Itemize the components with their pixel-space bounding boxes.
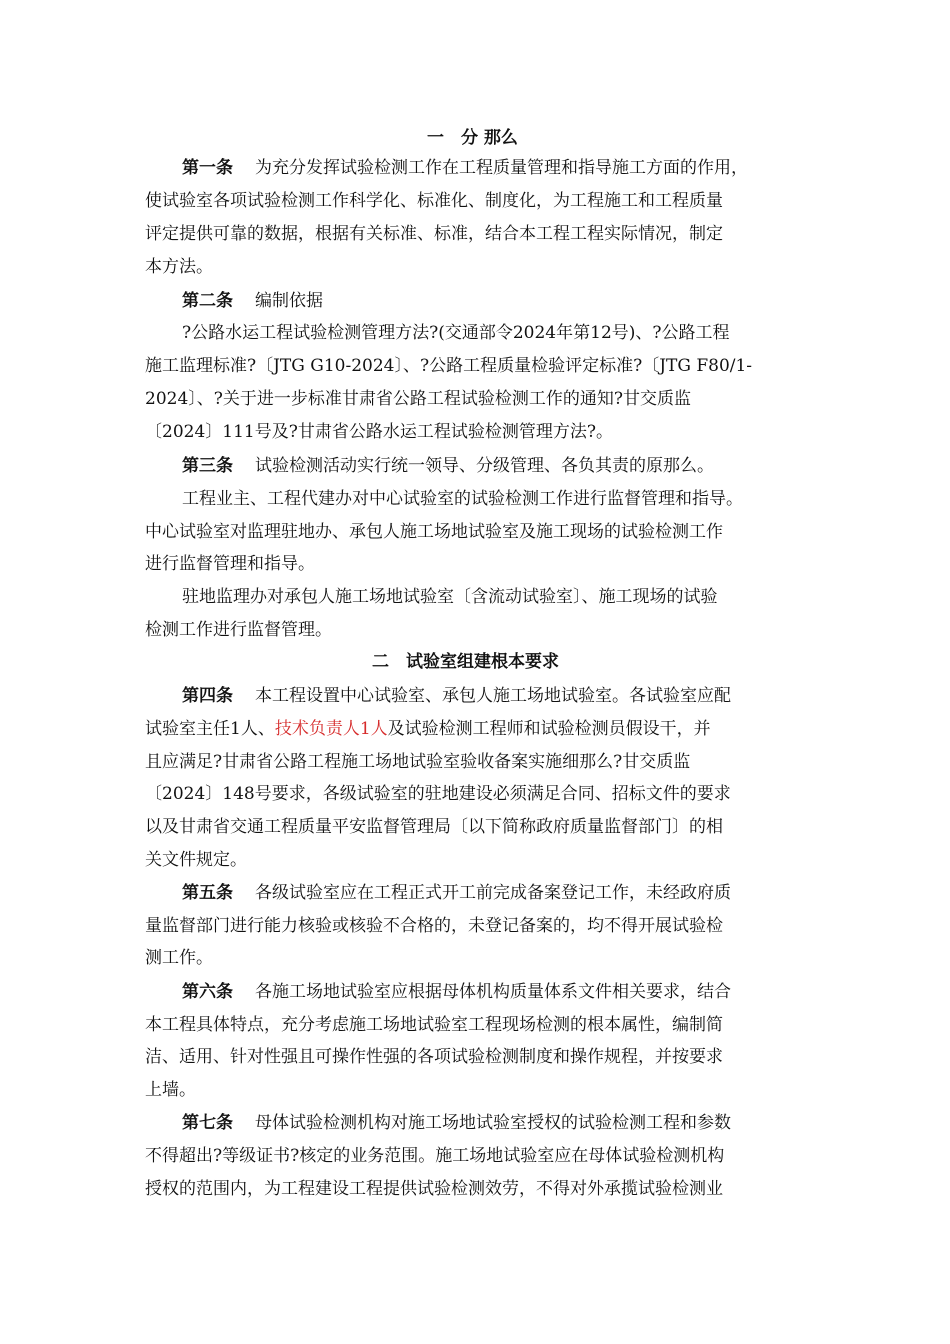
section-heading-2: 二 试验室组建根本要求 (372, 652, 559, 672)
article-4-line-1 (182, 685, 731, 707)
article-3-line-4: 进行监督管理和指导。 (145, 554, 315, 574)
article-7-line-2: 不得超出?等级证书?核定的业务范围。施工场地试验室应在母体试验检测机构 (145, 1146, 725, 1166)
article-2-label: 第二条 (182, 291, 233, 311)
article-3-line-6: 检测工作进行监督管理。 (145, 620, 332, 640)
article-2-line-2: ?公路水运工程试验检测管理方法?(交通部令2024年第12号)、?公路工程 (182, 323, 730, 343)
technical-lead-highlight: 技术负责人1人 (274, 719, 388, 739)
article-4-line-6: 关文件规定。 (145, 850, 247, 870)
article-3-label: 第三条 (182, 456, 233, 476)
article-6-line-1 (182, 981, 731, 1003)
article-3-line-3: 中心试验室对监理驻地办、承包人施工场地试验室及施工现场的试验检测工作 (145, 522, 723, 542)
article-1-line-2: 使试验室各项试验检测工作科学化、标准化、制度化，为工程施工和工程质量 (145, 191, 723, 211)
article-3-line-2: 工程业主、工程代建办对中心试验室的试验检测工作进行监督管理和指导。 (182, 489, 743, 509)
article-6-line-4: 上墙。 (145, 1080, 196, 1100)
article-4-label: 第四条 (182, 686, 233, 706)
article-7-label: 第七条 (182, 1113, 233, 1133)
article-4-line-4: 〔2024〕148号要求，各级试验室的驻地建设必须满足合同、招标文件的要求 (145, 784, 731, 804)
article-3-text: 试验检测活动实行统一领导、分级管理、各负其责的原那么。 (255, 456, 714, 476)
article-7-line-3: 授权的范围内，为工程建设工程提供试验检测效劳，不得对外承揽试验检测业 (145, 1179, 723, 1199)
article-4-text-a: 试验室主任1人、 (145, 719, 275, 739)
article-2-text: 编制依据 (255, 291, 323, 311)
article-3-line-1 (182, 455, 714, 477)
article-4-line-2 (145, 718, 711, 740)
article-4-line-3: 且应满足?甘肃省公路工程施工场地试验室验收备案实施细那么?甘交质监 (145, 752, 691, 772)
article-1-label: 第一条 (182, 158, 233, 178)
article-1-line-3: 评定提供可靠的数据，根据有关标准、标准，结合本工程工程实际情况，制定 (145, 224, 723, 244)
article-5-line-2: 量监督部门进行能力核验或核验不合格的，未登记备案的，均不得开展试验检 (145, 916, 723, 936)
article-2-line-1 (182, 290, 323, 312)
article-2-line-4: 2024〕、?关于进一步标准甘肃省公路工程试验检测工作的通知?甘交质监 (145, 389, 691, 409)
article-6-text: 各施工场地试验室应根据母体机构质量体系文件相关要求，结合 (255, 982, 731, 1002)
article-1-line-4: 本方法。 (145, 257, 213, 277)
article-4-line-5: 以及甘肃省交通工程质量平安监督管理局〔以下简称政府质量监督部门〕的相 (145, 817, 723, 837)
article-7-text: 母体试验检测机构对施工场地试验室授权的试验检测工程和参数 (255, 1113, 731, 1133)
article-5-label: 第五条 (182, 883, 233, 903)
section-heading-1: 一 分 那么 (427, 128, 518, 148)
article-6-line-3: 洁、适用、针对性强且可操作性强的各项试验检测制度和操作规程，并按要求 (145, 1047, 723, 1067)
article-4-text-b: 及试验检测工程师和试验检测员假设干，并 (387, 719, 711, 739)
article-5-line-3: 测工作。 (145, 948, 213, 968)
article-4-text: 本工程设置中心试验室、承包人施工场地试验室。各试验室应配 (255, 686, 731, 706)
article-1-line-1 (182, 157, 748, 179)
article-5-line-1 (182, 882, 731, 904)
article-2-line-5: 〔2024〕111号及?甘肃省公路水运工程试验检测管理方法?。 (145, 422, 613, 442)
article-3-line-5: 驻地监理办对承包人施工场地试验室〔含流动试验室〕、施工现场的试验 (182, 587, 718, 607)
article-2-line-3: 施工监理标准?〔JTG G10-2024〕、?公路工程质量检验评定标准?〔JTG F80/1- (145, 356, 753, 376)
article-6-label: 第六条 (182, 982, 233, 1002)
article-6-line-2: 本工程具体特点，充分考虑施工场地试验室工程现场检测的根本属性，编制简 (145, 1015, 723, 1035)
article-5-text: 各级试验室应在工程正式开工前完成备案登记工作，未经政府质 (255, 883, 731, 903)
article-7-line-1 (182, 1112, 731, 1134)
article-1-text: 为充分发挥试验检测工作在工程质量管理和指导施工方面的作用， (255, 158, 748, 178)
